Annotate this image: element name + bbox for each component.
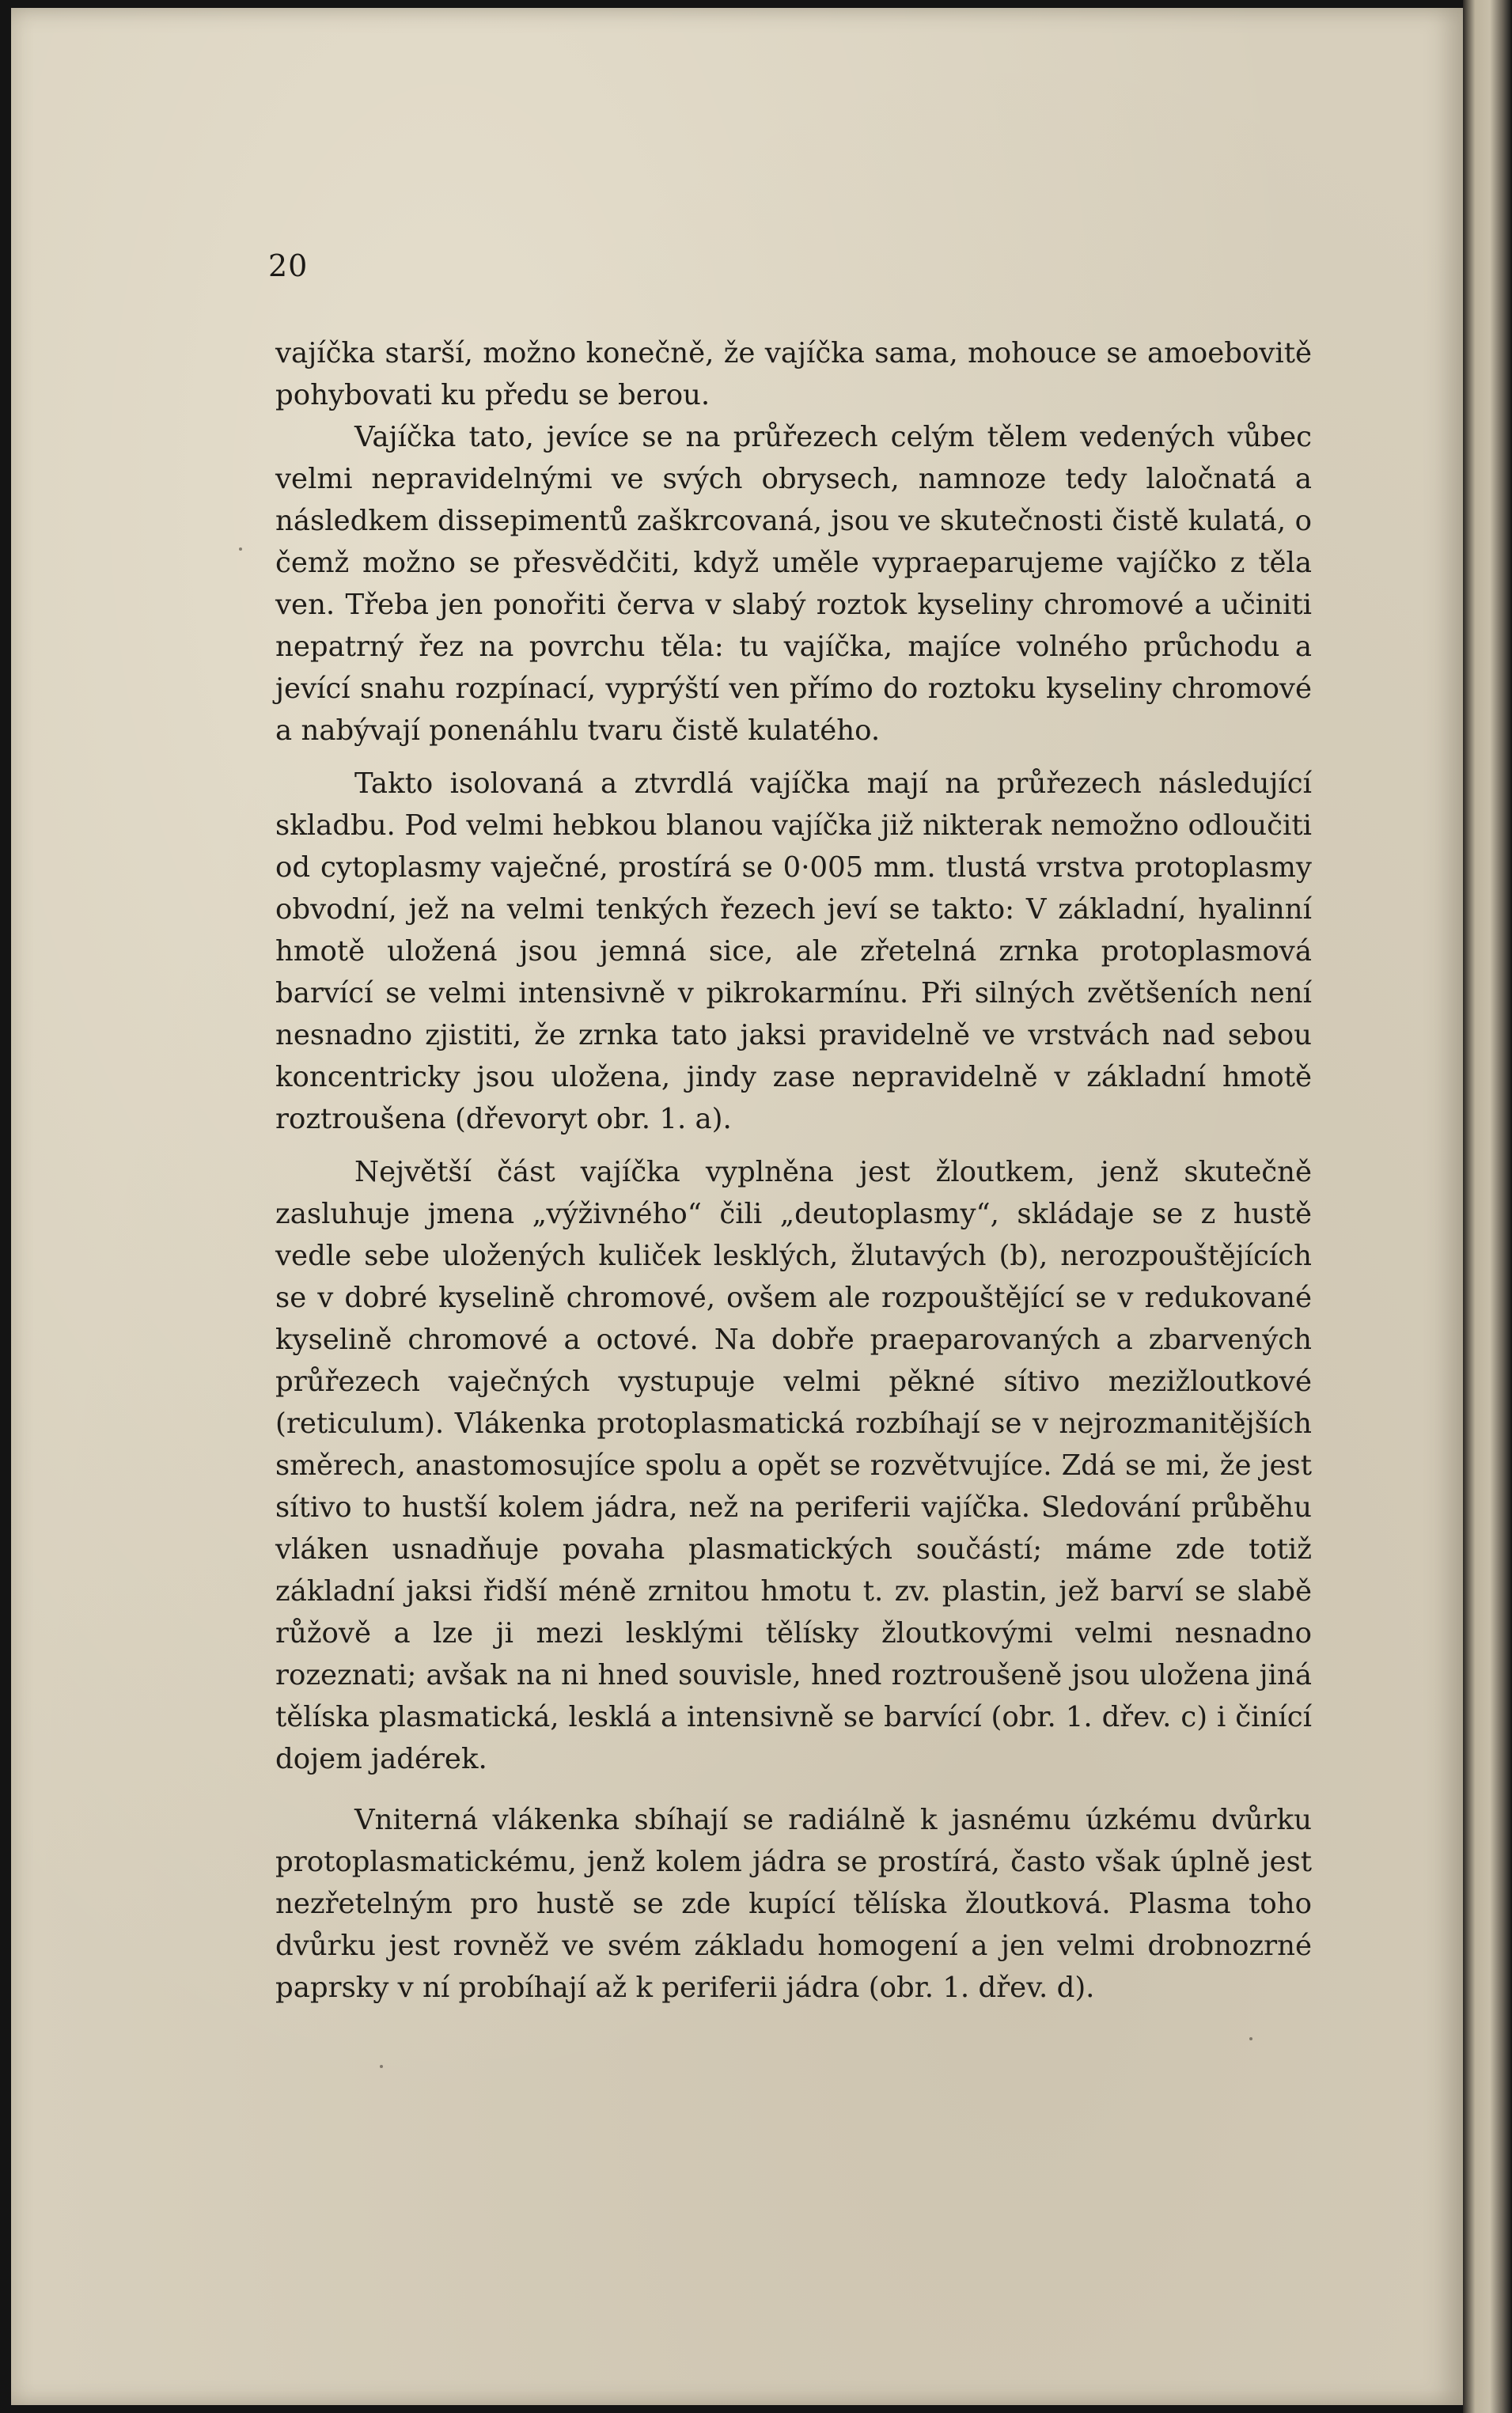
page-number: 20 — [268, 248, 309, 283]
paper-speck — [239, 547, 242, 551]
book-page — [11, 8, 1463, 2405]
paragraph-4: Největší část vajíčka vyplněna jest žloutkem, jenž skutečně zasluhuje jmena „výživného“ čili „deutoplasmy“, skládaje se z hustě vedle sebe uložených kuliček lesklých, žlutavých (b), nerozpouštějících se v dobré kyselině chromové, ovšem ale rozpouštějící se v redukované kyselině chromové a octové. Na dobře praeparovaných a zbarvených průřezech vaječných vystupuje velmi pěkné sítivo mezižloutkové (reticulum). Vlákenka protoplasmatická rozbíhají se v nejrozmanitějších směrech, anastomosujíce spolu a opět se rozvětvujíce. Zdá se mi, že jest sítivo to hustší kolem jádra, než na periferii vajíčka. Sledování průběhu vláken usnadňuje povaha plasmatických součástí; máme zde totiž základní jaksi řidší méně zrnitou hmotu t. zv. plastin, jež barví se slabě růžově a lze ji mezi lesklými tělísky žloutkovými velmi nesnadno rozeznati; avšak na ni hned souvisle, hned roztroušeně jsou uložena jiná tělíska plasmatická, lesklá a intensivně se barvící (obr. 1. dřev. c) i činící dojem jadérek. — [275, 1156, 1312, 1775]
paragraph-3: Takto isolovaná a ztvrdlá vajíčka mají na průřezech následující skladbu. Pod velmi hebkou blanou vajíčka již nikterak nemožno odloučiti od cytoplasmy vaječné, prostírá se 0·005 mm. tlustá vrstva protoplasmy obvodní, jež na velmi tenkých řezech jeví se takto: V základní, hyalinní hmotě uložená jsou jemná sice, ale zřetelná zrnka protoplasmová barvící se velmi intensivně v pikrokarmínu. Při silných zvětšeních není nesnadno zjistiti, že zrnka tato jaksi pravidelně ve vrstvách nad sebou koncentricky jsou uložena, jindy zase nepravidelně v základní hmotě roztroušena (dřevoryt obr. 1. a). — [275, 767, 1312, 1135]
book-spine-edge — [1463, 0, 1512, 2413]
paragraph-1: vajíčka starší, možno konečně, že vajíčka sama, mohouce se amoebovitě pohybovati ku předu se berou. — [275, 337, 1312, 411]
paragraph-5: Vniterná vlákenka sbíhají se radiálně k jasnému úzkému dvůrku protoplasmatickému, jenž kolem jádra se prostírá, často však úplně jest nezřetelným pro hustě se zde kupící tělíska žloutková. Plasma toho dvůrku jest rovněž ve svém základu homogení a jen velmi drobnozrné paprsky v ní probíhají až k periferii jádra (obr. 1. dřev. d). — [275, 1804, 1312, 2004]
body-text — [275, 332, 1312, 2009]
paper-speck — [380, 2065, 383, 2068]
paragraph-2: Vajíčka tato, jevíce se na průřezech celým tělem vedených vůbec velmi nepravidelnými ve svých obrysech, namnoze tedy laločnatá a následkem dissepimentů zaškrcovaná, jsou ve skutečnosti čistě kulatá, o čemž možno se přesvědčiti, když uměle vypraeparujeme vajíčko z těla ven. Třeba jen ponořiti červa v slabý roztok kyseliny chromové a učiniti nepatrný řez na povrchu těla: tu vajíčka, majíce volného průchodu a jevící snahu rozpínací, vyprýští ven přímo do roztoku kyseliny chromové a nabývají ponenáhlu tvaru čistě kulatého. — [275, 421, 1312, 747]
paper-speck — [1249, 2037, 1252, 2040]
